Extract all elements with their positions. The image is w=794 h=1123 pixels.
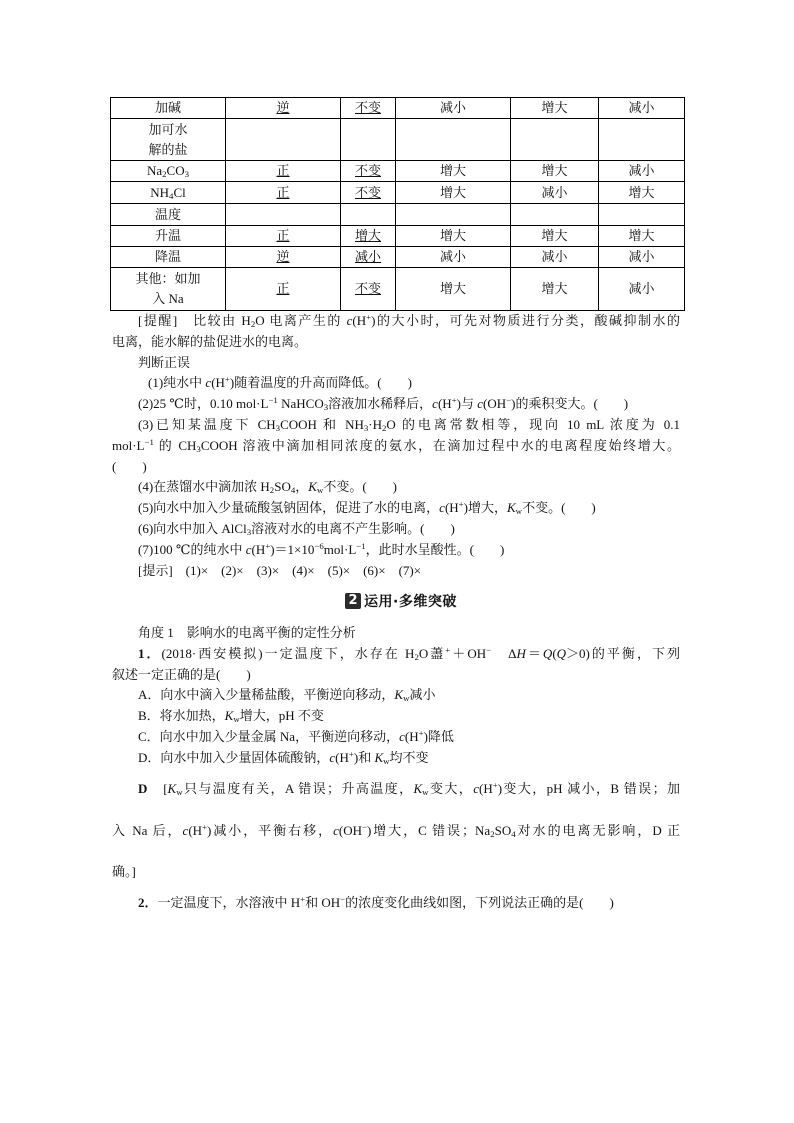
judge-item-3	[112, 415, 680, 436]
question-stem	[112, 893, 680, 914]
text-run: ( )	[112, 458, 147, 474]
text-run: c	[399, 728, 405, 744]
text-run: w	[316, 485, 324, 496]
table-cell-shift-direction: 逆	[226, 98, 341, 119]
judge-item-4	[112, 477, 680, 498]
text-run: 2	[414, 652, 419, 662]
angle-heading: 角度 1 影响水的电离平衡的定性分析	[138, 625, 356, 640]
text-run: K	[308, 479, 317, 495]
text-run: 的浓度变化曲线如图，下列说法正确的是( )	[345, 895, 614, 910]
text-run: )增大，C 错误；Na	[366, 822, 491, 838]
text-run: +	[348, 748, 354, 759]
table-cell-kw: 不变	[341, 268, 396, 311]
text-run: K	[374, 749, 384, 765]
table-cell: 增大	[396, 161, 511, 182]
table-cell-condition	[111, 268, 226, 311]
table-row-other-add-na	[111, 268, 685, 311]
text-run: −	[506, 395, 512, 406]
text-run: (6)向水中加入 AlCl	[138, 520, 247, 536]
table-row-hydrolyzable-salt	[111, 119, 685, 161]
table-row-cool	[111, 247, 685, 268]
text-run: c	[329, 749, 336, 765]
table-cell: 增大	[511, 226, 599, 247]
table-cell-empty	[511, 204, 599, 226]
table-cell: 增大	[511, 98, 599, 119]
text-run: 2	[490, 828, 495, 839]
text-run: D．向水中加入少量固体硫酸钠，	[138, 749, 330, 765]
text-run: Cl	[173, 184, 186, 200]
text-run: )增大，	[463, 500, 507, 516]
text-run: c	[473, 781, 479, 796]
table-cell-condition: 加碱	[111, 98, 226, 119]
text-run: ，	[295, 479, 309, 495]
text-run: 变大，	[428, 781, 474, 796]
table-cell-empty	[226, 204, 341, 226]
text-run: [	[147, 781, 168, 796]
text-run: 3	[246, 527, 252, 538]
table-cell: 减小	[599, 98, 685, 119]
table-cell-shift-direction: 正	[226, 182, 341, 204]
text-run: 3	[323, 402, 329, 413]
table-cell-kw: 不变	[341, 98, 396, 119]
text-run: A．向水中滴入少量稀盐酸，平衡逆向移动，	[138, 687, 395, 703]
table-cell-shift-direction: 正	[226, 268, 341, 311]
text-run: +	[492, 780, 498, 791]
text-run: Δ	[491, 645, 517, 661]
text-run: 不变。( )	[323, 479, 398, 495]
text-run: −6	[314, 540, 324, 551]
table-row-temperature	[111, 204, 685, 226]
text-run: c	[205, 375, 212, 391]
table-cell: 增大	[511, 268, 599, 311]
table-cell-condition: 降温	[111, 247, 226, 268]
text-run: 电离，能水解的盐促进水的电离。	[112, 333, 308, 349]
table-cell-kw: 不变	[341, 161, 396, 182]
table-cell: 增大	[396, 226, 511, 247]
text-run: NaHCO	[277, 396, 324, 412]
table-cell-condition: 温度	[111, 204, 226, 226]
text-run: c	[439, 500, 445, 516]
table-cell-shift-direction: 正	[226, 161, 341, 182]
text-run: K	[413, 781, 423, 796]
text-run: 2	[250, 319, 256, 330]
practice-question-1	[112, 623, 680, 769]
text-run: 确。]	[112, 864, 136, 879]
text-run: w	[233, 714, 240, 725]
table-cell-empty	[341, 204, 396, 226]
text-run: +	[458, 499, 464, 510]
table-cell-shift-direction: 正	[226, 226, 341, 247]
text-run: ＋OH	[450, 645, 487, 661]
judge-heading: 判断正误	[138, 354, 191, 370]
question-stem	[112, 644, 680, 665]
text-run: 4	[290, 485, 296, 496]
text-run: ，此时水呈酸性。( )	[365, 541, 505, 557]
text-run: Q	[542, 645, 553, 661]
text-run: (	[552, 645, 557, 661]
text-run: H	[516, 645, 526, 661]
text-run: −1	[356, 540, 366, 551]
text-run: O 的电离常数相等，现向 10 mL 浓度为 0.1	[386, 416, 680, 432]
text-run: 4	[511, 828, 516, 839]
answer-line	[112, 768, 680, 810]
text-run: 增大，pH 不变	[239, 708, 324, 724]
section-header	[345, 592, 457, 610]
text-run: +	[224, 374, 230, 385]
text-run: 溶液对水的电离不产生影响。( )	[251, 520, 455, 536]
text-run: )的大小时，可先对物质进行分类，酸碱抑制水的	[371, 313, 680, 328]
judge-item-6	[112, 519, 680, 540]
table-cell-condition	[111, 119, 226, 161]
judge-item-5	[112, 498, 680, 519]
text-run: K	[507, 500, 516, 516]
table-cell: 增大	[599, 182, 685, 204]
text-run: D	[138, 781, 148, 796]
table-cell: 减小	[599, 161, 685, 182]
table-cell: 减小	[511, 182, 599, 204]
text-run: B．将水加热，	[138, 708, 225, 724]
text-run: 溶液加水稀释后，	[328, 396, 433, 412]
text-run: O 电离产生的	[255, 313, 347, 328]
table-cell-kw: 不变	[341, 182, 396, 204]
text-run: )＝1×10	[270, 541, 315, 557]
text-run: 3	[196, 443, 201, 454]
reminder-and-judgement	[112, 311, 680, 581]
text-run: COOH 和 NH	[280, 416, 364, 432]
text-run: K	[167, 781, 177, 796]
text-run: K	[394, 687, 404, 703]
table-cell-empty	[396, 119, 511, 161]
text-run: 和 OH	[305, 895, 341, 910]
text-run: +	[418, 728, 424, 739]
table-cell-empty	[511, 119, 599, 161]
section-title: 运用·多维突破	[364, 594, 457, 610]
table-cell-text: 加可水解的盐	[148, 121, 188, 157]
text-run: −1	[144, 436, 154, 447]
text-run: +	[202, 821, 208, 832]
table-cell: 增大	[396, 182, 511, 204]
table-row-heat	[111, 226, 685, 247]
text-run: 入 Na 后，	[112, 822, 183, 838]
text-run: NH	[150, 184, 170, 200]
judge-item-3-blank	[112, 457, 680, 478]
text-run: mol·L	[112, 437, 145, 453]
text-run: Na	[146, 163, 163, 178]
text-run: (2)25 ℃时，0.10 mol·L	[138, 396, 269, 412]
option-b	[112, 706, 680, 727]
text-run: c	[346, 313, 353, 328]
text-run: (2018·西安模拟)一定温度下，水存在 H	[161, 645, 415, 661]
text-run: (OH	[338, 822, 362, 838]
table-cell-condition	[111, 182, 226, 204]
option-c	[112, 727, 680, 748]
text-run: w	[176, 787, 183, 798]
table-row-nh4cl	[111, 182, 685, 204]
text-run: CO	[166, 163, 185, 178]
table-cell: 增大	[511, 161, 599, 182]
table-cell-shift-direction: 逆	[226, 247, 341, 268]
table-cell-empty	[599, 119, 685, 161]
text-run: w	[403, 693, 410, 704]
text-run: +	[265, 540, 271, 551]
text-run: )的乘积变大。( )	[511, 396, 629, 412]
text-run: )和	[353, 749, 375, 765]
text-run: (4)在蒸馏水中滴加浓 H	[138, 479, 270, 495]
text-run: (H	[444, 500, 459, 516]
text-run: 均不变	[389, 749, 429, 765]
text-run: 3	[275, 423, 281, 434]
text-run: (H	[251, 541, 266, 557]
table-cell-condition	[111, 161, 226, 182]
text-run: 1．	[138, 645, 162, 661]
option-a	[112, 685, 680, 706]
text-run: 一定温度下，水溶液中 H	[157, 895, 301, 910]
text-run: 2．	[138, 895, 158, 910]
text-run: −	[361, 821, 367, 832]
answer-explanation	[112, 768, 680, 893]
question-stem-cont	[112, 665, 680, 686]
table-cell: 减小	[396, 247, 511, 268]
table-cell: 减小	[511, 247, 599, 268]
text-run: 减小	[409, 687, 436, 703]
text-run: w	[422, 787, 429, 798]
section-number-badge: 2	[345, 593, 361, 609]
table-cell: 减小	[396, 98, 511, 119]
table-cell-text: 其他：如加入 Na	[135, 271, 201, 306]
answer-line	[112, 810, 680, 852]
text-run: −	[486, 644, 492, 655]
text-run: (OH	[483, 396, 507, 412]
judge-item-7	[112, 540, 680, 561]
text-run: (H	[352, 313, 367, 328]
text-run: 2	[382, 423, 387, 434]
text-run: Q	[556, 645, 567, 661]
text-run: w	[383, 755, 390, 766]
text-run: (3)已知某温度下 CH	[138, 416, 276, 432]
option-d	[112, 748, 680, 769]
text-run: (H	[188, 822, 203, 838]
text-run: 2	[269, 485, 275, 496]
text-run: (H	[478, 781, 493, 796]
judge-item-2	[112, 394, 680, 415]
table-cell: 减小	[599, 247, 685, 268]
text-run: (H	[404, 728, 419, 744]
text-run: )降低	[423, 728, 454, 744]
table-row-na2co3	[111, 161, 685, 182]
text-run: +	[451, 395, 457, 406]
text-run: 对水的电离无影响，D 正	[515, 822, 680, 838]
text-run: ·H	[368, 416, 382, 432]
text-run: w	[515, 506, 523, 517]
table-cell-empty	[599, 204, 685, 226]
reminder-line	[112, 311, 680, 332]
text-run: 3	[363, 423, 369, 434]
text-run: 4	[169, 190, 174, 201]
text-run: −	[340, 894, 346, 905]
text-run: )随着温度的升高而降低。( )	[229, 375, 412, 391]
text-run: ＞0)的平衡，下列	[566, 645, 680, 661]
text-run: c	[245, 541, 252, 557]
table-cell-empty	[341, 119, 396, 161]
table-cell-empty	[226, 119, 341, 161]
text-run: SO	[494, 822, 512, 838]
text-run: O藎	[418, 645, 446, 661]
text-run: COOH 溶液中滴加相同浓度的氨水，在滴加过程中水的电离程度始终增大。	[200, 437, 681, 453]
text-run: (7)100 ℃的纯水中	[138, 541, 246, 557]
reminder-line	[112, 332, 680, 353]
answer-line	[112, 851, 680, 893]
practice-question-2	[112, 893, 680, 914]
text-run: (1)纯水中	[148, 375, 206, 391]
text-run: )减小，平衡右移，	[207, 822, 334, 838]
text-run: (5)向水中加入少量硫酸氢钠固体，促进了水的电离，	[138, 500, 440, 516]
text-run: 不变。( )	[522, 500, 596, 516]
text-run: c	[333, 822, 339, 838]
text-run: )与	[456, 396, 478, 412]
text-run: 只与温度有关，A 错误；升高温度，	[182, 781, 414, 796]
judge-hint: [提示] (1)× (2)× (3)× (4)× (5)× (6)× (7)×	[138, 562, 422, 578]
text-run: +	[300, 894, 306, 905]
table-cell-kw: 减小	[341, 247, 396, 268]
text-run: −1	[268, 395, 278, 406]
text-run: )变大，pH 减小，B 错误；加	[497, 781, 680, 796]
text-run: mol·L	[323, 541, 357, 557]
table-cell: 增大	[599, 226, 685, 247]
judge-item-3-cont	[112, 436, 680, 457]
text-run: c	[432, 396, 438, 412]
text-run: (H	[211, 375, 225, 391]
text-run: (H	[437, 396, 452, 412]
text-run: 叙述一定正确的是( )	[112, 666, 251, 682]
text-run: c	[182, 822, 189, 838]
text-run: 的 CH	[153, 437, 197, 453]
text-run: SO	[274, 479, 291, 495]
water-ionization-effect-table	[110, 97, 685, 311]
table-cell: 增大	[396, 268, 511, 311]
text-run: C．向水中加入少量金属 Na，平衡逆向移动，	[138, 728, 400, 744]
text-run: +	[445, 644, 451, 655]
text-run: 3	[184, 169, 190, 180]
table-cell-kw: 增大	[341, 226, 396, 247]
table-cell: 减小	[599, 268, 685, 311]
text-run: [提醒] 比较由 H	[138, 313, 251, 328]
judge-item-1	[112, 373, 680, 394]
text-run: 2	[162, 169, 167, 180]
text-run: c	[477, 396, 484, 412]
text-run: K	[224, 708, 234, 724]
table-cell-condition: 升温	[111, 226, 226, 247]
table-row-add-base	[111, 98, 685, 119]
table-cell-empty	[396, 204, 511, 226]
text-run: (H	[335, 749, 349, 765]
text-run: +	[366, 312, 372, 323]
text-run: ＝	[525, 645, 543, 661]
